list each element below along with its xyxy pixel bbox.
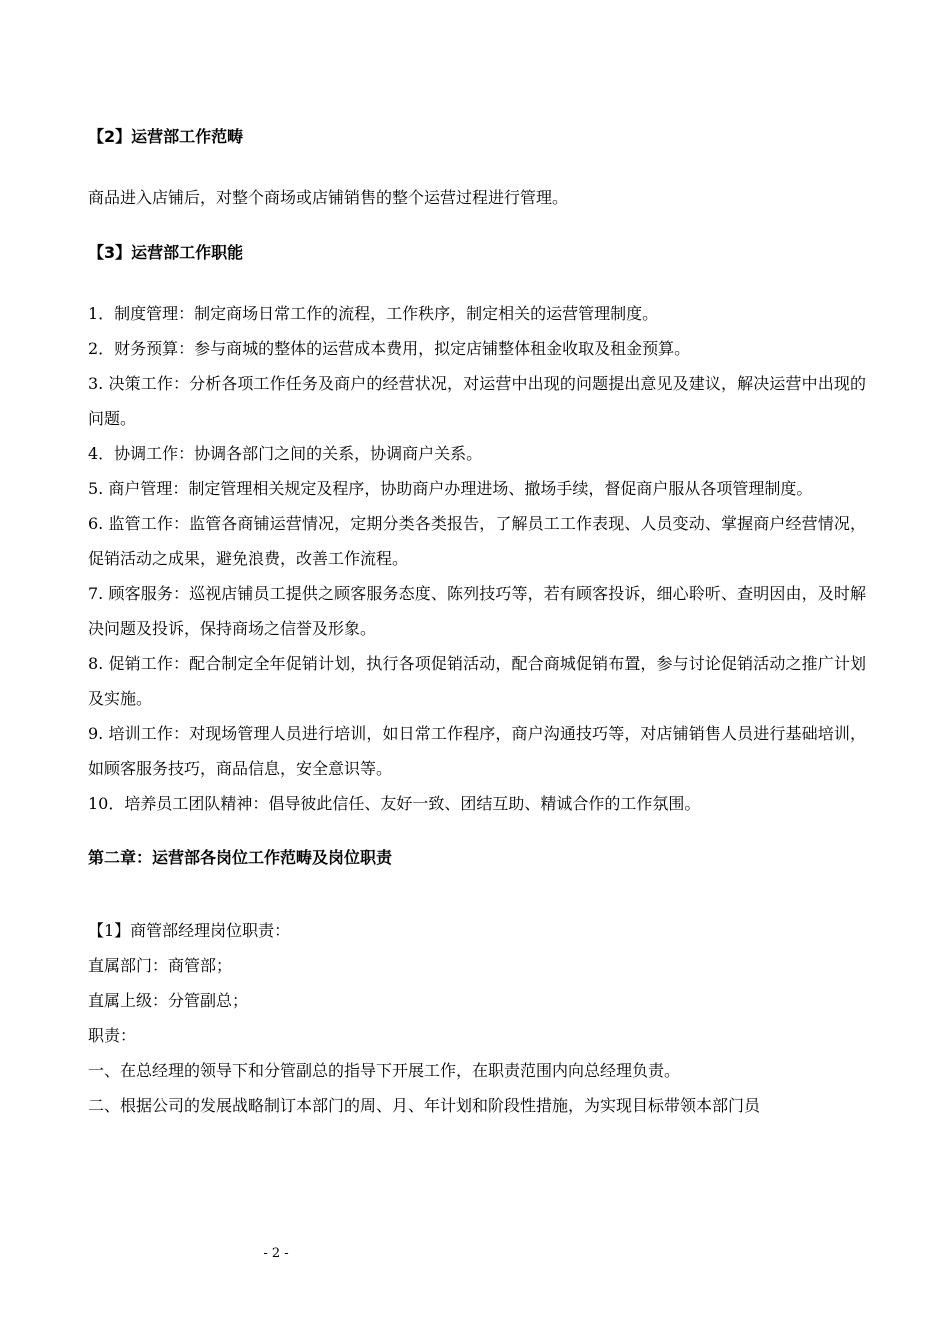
- superior-line: 直属上级：分管副总；: [88, 991, 249, 1010]
- list-item: 8. 促销工作：配合制定全年促销计划，执行各项促销活动，配合商城促销布置，参与讨论促销活动之推广计划及实施。: [88, 654, 866, 708]
- page-number: - 2 -: [263, 1246, 289, 1261]
- functions-list: [88, 296, 866, 821]
- list-item: 6. 监管工作：监管各商铺运营情况，定期分类各类报告，了解员工工作表现、人员变动、掌握商户经营情况，促销活动之成果，避免浪费，改善工作流程。: [88, 514, 866, 568]
- chapter-heading: 第二章：运营部各岗位工作范畴及岗位职责: [88, 848, 393, 867]
- list-item: 9. 培训工作：对现场管理人员进行培训，如日常工作程序，商户沟通技巧等，对店铺销售人员进行基础培训，如顾客服务技巧，商品信息，安全意识等。: [88, 724, 866, 778]
- list-item: 3. 决策工作：分析各项工作任务及商户的经营状况，对运营中出现的问题提出意见及建议，解决运营中出现的问题。: [88, 374, 866, 428]
- list-item: 1．制度管理：制定商场日常工作的流程，工作秩序，制定相关的运营管理制度。: [88, 304, 659, 323]
- chapter-body: [88, 913, 866, 1123]
- section-text-scope: 商品进入店铺后，对整个商场或店铺销售的整个运营过程进行管理。: [88, 188, 569, 207]
- list-item: 7. 顾客服务：巡视店铺员工提供之顾客服务态度、陈列技巧等，若有顾客投诉，细心聆听、查明因由，及时解决问题及投诉，保持商场之信誉及形象。: [88, 584, 866, 638]
- department-line: 直属部门：商管部；: [88, 956, 233, 975]
- role-title: 【1】商管部经理岗位职责：: [88, 921, 291, 940]
- duty-item: 一、在总经理的领导下和分管副总的指导下开展工作，在职责范围内向总经理负责。: [88, 1061, 681, 1080]
- list-item: 10．培养员工团队精神：倡导彼此信任、友好一致、团结互助、精诚合作的工作氛围。: [88, 794, 701, 813]
- list-item: 5. 商户管理：制定管理相关规定及程序，协助商户办理进场、撤场手续，督促商户服从各项管理制度。: [88, 479, 813, 498]
- section-heading-scope: 【2】运营部工作范畴: [88, 127, 244, 146]
- list-item: 4．协调工作：协调各部门之间的关系，协调商户关系。: [88, 444, 483, 463]
- section-heading-functions: 【3】运营部工作职能: [88, 243, 244, 262]
- duty-item: 二、根据公司的发展战略制订本部门的周、月、年计划和阶段性措施，为实现目标带领本部门员: [88, 1096, 761, 1115]
- page-content: [88, 122, 866, 1123]
- duties-label: 职责：: [88, 1026, 137, 1045]
- list-item: 2．财务预算：参与商城的整体的运营成本费用，拟定店铺整体租金收取及租金预算。: [88, 339, 691, 358]
